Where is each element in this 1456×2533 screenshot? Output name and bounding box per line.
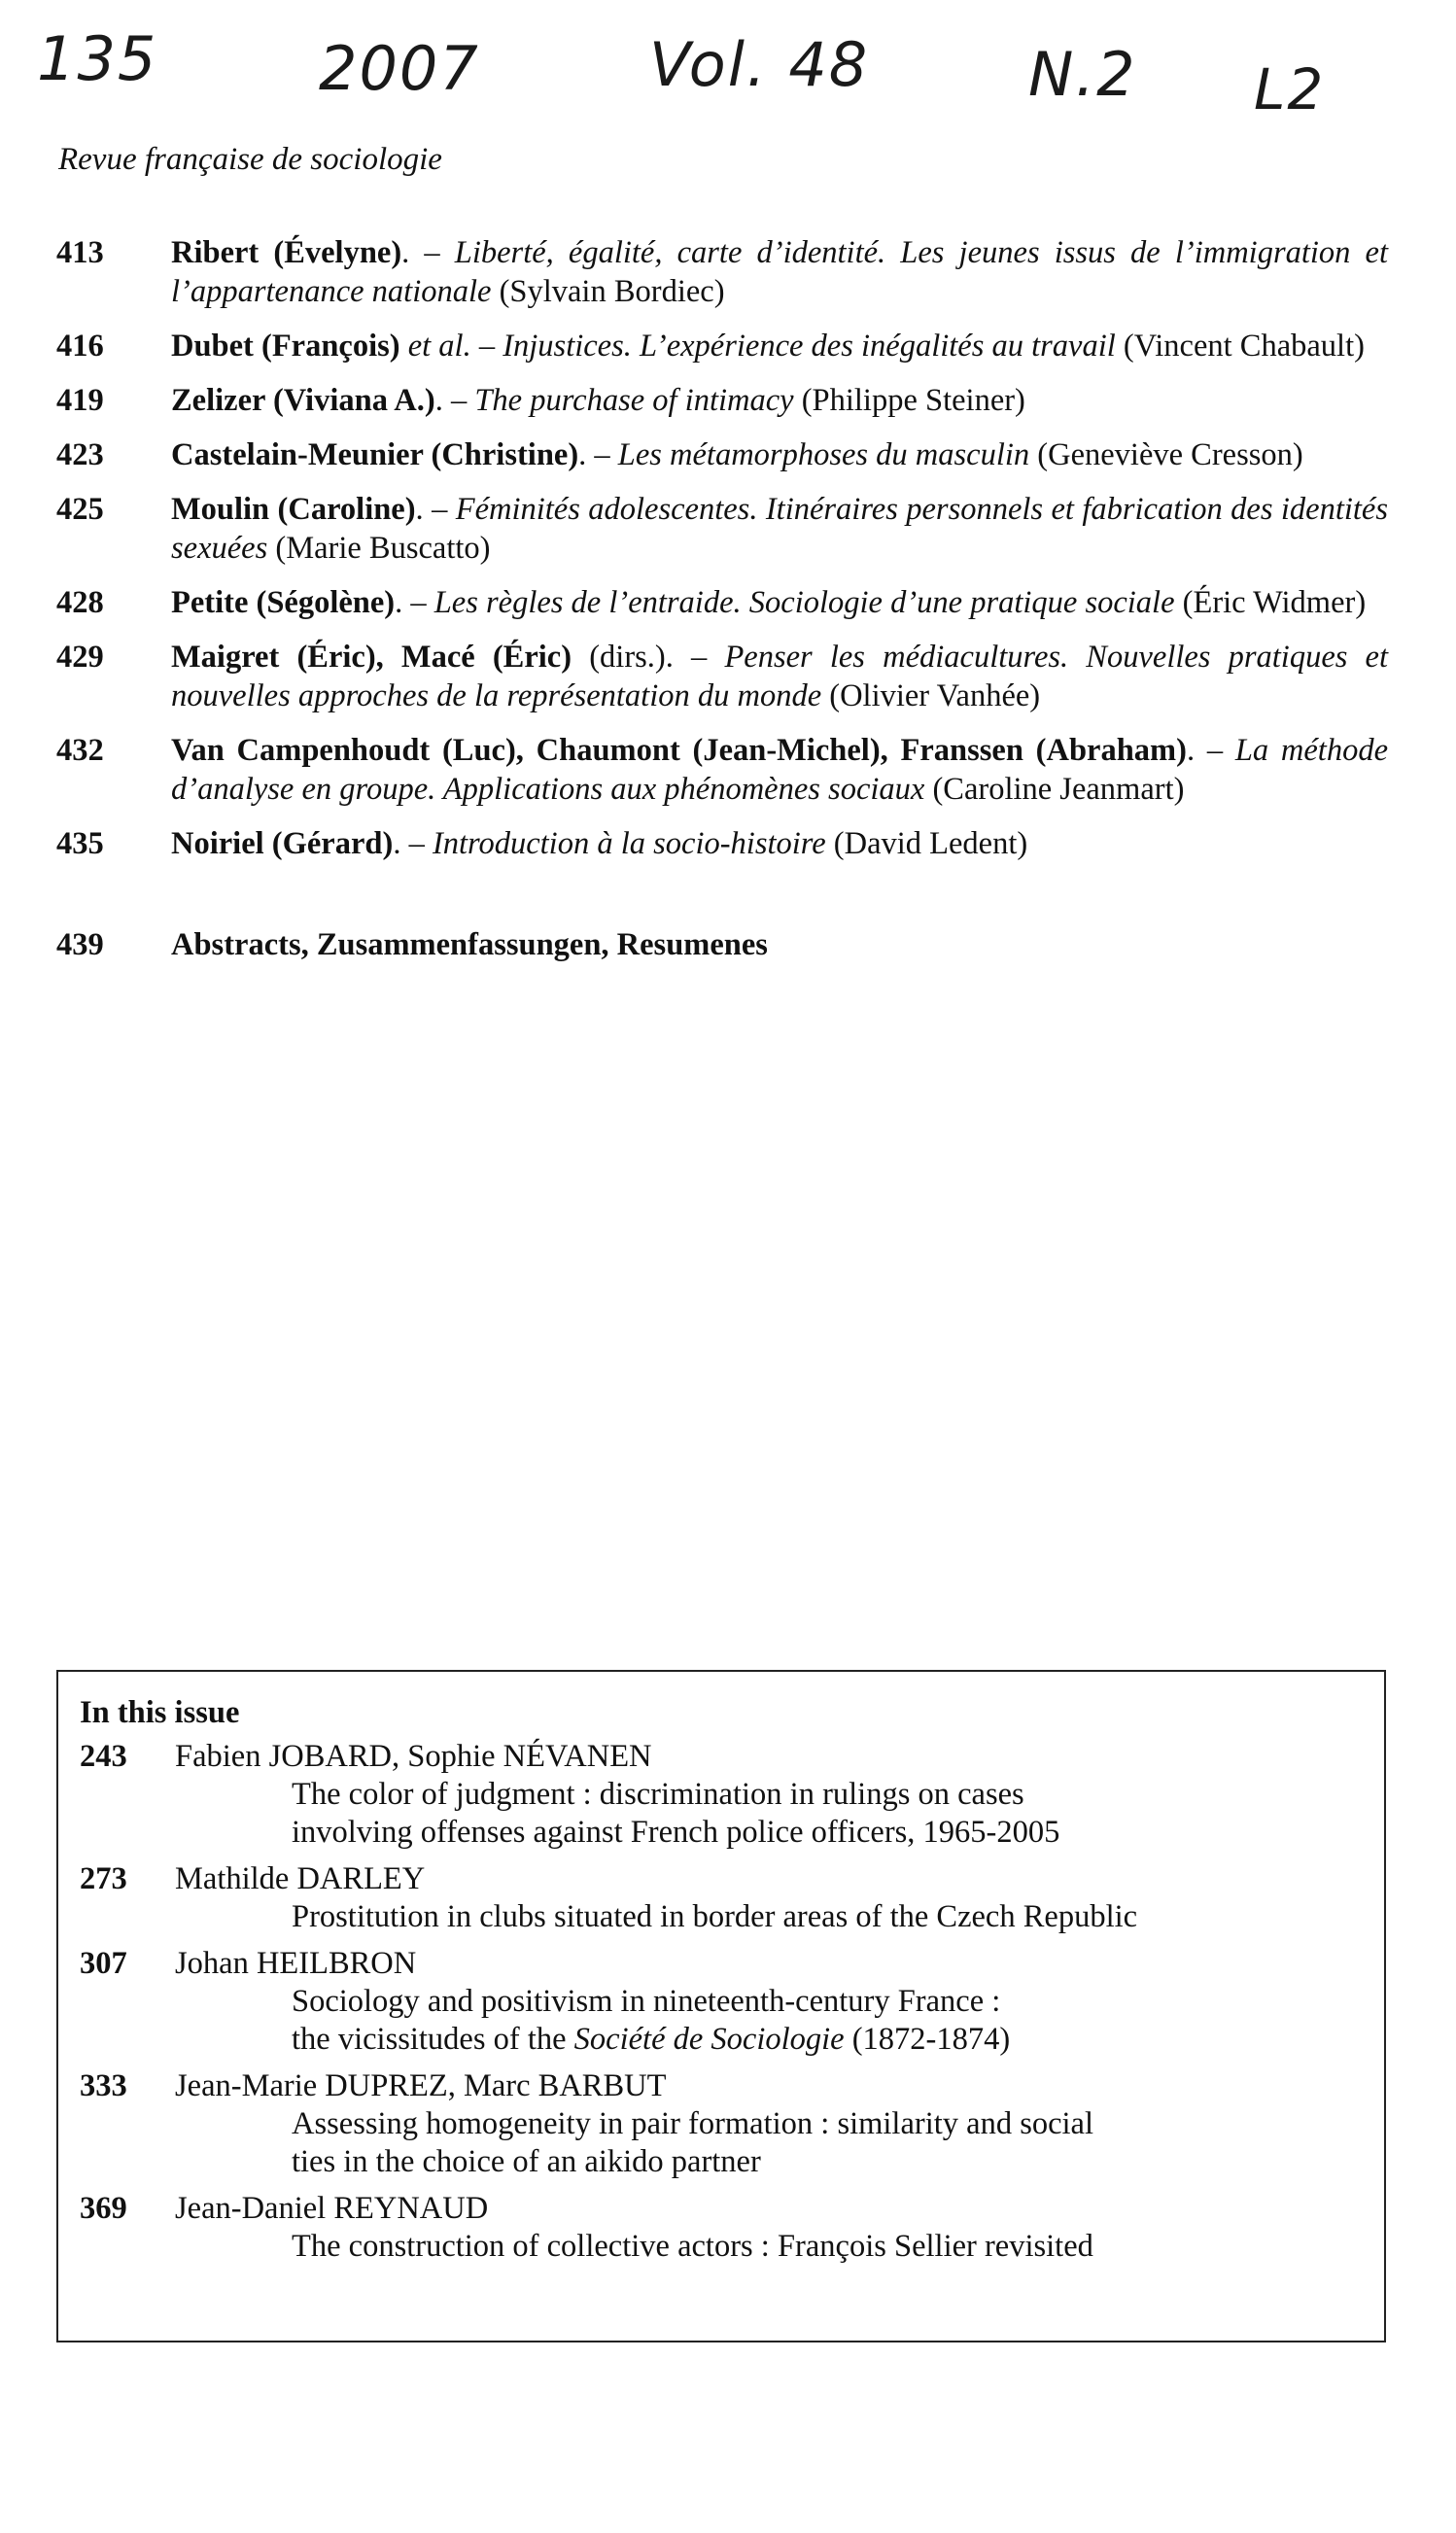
- article-text: [175, 1860, 1363, 1936]
- reviewer: (Éric Widmer): [1174, 585, 1367, 620]
- article-authors: Fabien JOBARD, Sophie NÉVANEN: [175, 1739, 652, 1774]
- review-text: [171, 731, 1388, 809]
- review-text: [171, 583, 1388, 622]
- article-title: Sociology and positivism in nineteenth-century France :: [292, 1984, 1001, 2019]
- separator: –: [470, 329, 503, 364]
- author: Noiriel (Gérard): [171, 826, 394, 861]
- review-entry: [56, 824, 1388, 863]
- page-number: 429: [56, 640, 104, 675]
- article-text: [175, 1945, 1363, 2059]
- author: Ribert (Évelyne): [171, 235, 402, 270]
- article-entry: [80, 2190, 1363, 2266]
- review-text: [171, 381, 1388, 420]
- article-entry: [80, 2067, 1363, 2181]
- page-number: 428: [56, 585, 104, 620]
- separator: . –: [415, 492, 456, 527]
- review-entry: [56, 435, 1388, 474]
- page-number: 416: [56, 329, 104, 364]
- handwritten-year: 2007: [319, 33, 480, 104]
- article-authors: Johan HEILBRON: [175, 1946, 417, 1981]
- article-title-line2: [175, 2021, 1363, 2059]
- review-entry: [56, 583, 1388, 622]
- separator: . –: [395, 585, 434, 620]
- article-entry: [80, 1860, 1363, 1936]
- article-title: Assessing homogeneity in pair formation : similarity and social: [292, 2106, 1094, 2141]
- article-text: [175, 1738, 1363, 1852]
- reviewer: (Marie Buscatto): [267, 531, 491, 566]
- author: Maigret (Éric), Macé (Éric): [171, 640, 572, 675]
- title-part: (1872-1874): [844, 2022, 1011, 2057]
- handwritten-number: 135: [37, 23, 158, 94]
- article-authors: Jean-Daniel REYNAUD: [175, 2191, 489, 2226]
- book-title: The purchase of intimacy: [474, 383, 794, 418]
- et-al: et al.: [399, 329, 471, 364]
- reviewer: (Sylvain Bordiec): [491, 274, 725, 309]
- in-this-issue-box: [56, 1670, 1386, 2342]
- separator: . –: [401, 235, 455, 270]
- reviewer: (Geneviève Cresson): [1029, 437, 1303, 472]
- page-number: 413: [56, 235, 104, 270]
- page-number: 423: [56, 437, 104, 472]
- review-text: [171, 824, 1388, 863]
- book-title: Penser les médiacultures. Nouvelles pratiques et nouvelles approches de la représentation du monde: [171, 640, 1388, 713]
- article-title: The construction of collective actors : François Sellier revisited: [292, 2229, 1093, 2264]
- article-entry: [80, 1738, 1363, 1852]
- reviewer: (Olivier Vanhée): [821, 678, 1041, 713]
- article-text: [175, 2067, 1363, 2181]
- review-text: [171, 435, 1388, 474]
- separator: . –: [393, 826, 433, 861]
- handwritten-issue-number: N.2: [1028, 39, 1137, 110]
- author: Zelizer (Viviana A.): [171, 383, 435, 418]
- article-title: The color of judgment : discrimination in rulings on cases: [292, 1777, 1024, 1812]
- box-heading: In this issue: [80, 1695, 240, 1730]
- book-title: Introduction à la socio-histoire: [432, 826, 826, 861]
- article-title-line2: ties in the choice of an aikido partner: [292, 2144, 761, 2179]
- review-entry: [56, 327, 1388, 365]
- page-number: 333: [80, 2068, 127, 2103]
- separator: . –: [578, 437, 618, 472]
- reviewer: (Vincent Chabault): [1115, 329, 1365, 364]
- separator: . –: [1186, 733, 1235, 768]
- reviewer: (David Ledent): [825, 826, 1028, 861]
- review-text: [171, 233, 1388, 311]
- page-number: 425: [56, 492, 104, 527]
- article-text: [175, 2190, 1363, 2266]
- title-part: the vicissitudes of the: [292, 2022, 574, 2057]
- book-review-list: [56, 233, 1388, 980]
- book-title: Liberté, égalité, carte d’identité. Les jeunes issus de l’immigration et l’appartenance nationale: [171, 235, 1388, 309]
- journal-title: Revue française de sociologie: [58, 142, 442, 177]
- review-entry: [56, 638, 1388, 715]
- review-text: [171, 327, 1388, 365]
- review-entry: [56, 731, 1388, 809]
- abstracts-text: Abstracts, Zusammenfassungen, Resumenes: [171, 927, 768, 962]
- abstracts-entry: [56, 925, 1388, 964]
- separator: . –: [434, 383, 475, 418]
- book-title: Les métamorphoses du masculin: [617, 437, 1030, 472]
- page-number: 369: [80, 2191, 127, 2226]
- page-number: 307: [80, 1946, 127, 1981]
- book-title: Injustices. L’expérience des inégalités au travail: [503, 329, 1116, 364]
- author: Dubet (François): [171, 329, 400, 364]
- review-text: [171, 490, 1388, 568]
- article-authors: Mathilde DARLEY: [175, 1861, 426, 1896]
- page-number: 273: [80, 1861, 127, 1896]
- book-title: Féminités adolescentes. Itinéraires personnels et fabrication des identités sexuées: [171, 492, 1388, 566]
- review-text: [171, 638, 1388, 715]
- author: Petite (Ségolène): [171, 585, 396, 620]
- author: Moulin (Caroline): [171, 492, 416, 527]
- book-title: La méthode d’analyse en groupe. Applications aux phénomènes sociaux: [171, 733, 1388, 807]
- article-entry: [80, 1945, 1363, 2059]
- reviewer: (Philippe Steiner): [793, 383, 1025, 418]
- title-italic: Société de Sociologie: [573, 2022, 845, 2057]
- editor-note: (dirs.).: [572, 640, 674, 675]
- review-entry: [56, 381, 1388, 420]
- handwritten-mark: L2: [1254, 56, 1326, 122]
- article-title-line2: involving offenses against French police officers, 1965-2005: [292, 1815, 1060, 1850]
- handwritten-volume: Vol. 48: [649, 29, 870, 100]
- author: Castelain-Meunier (Christine): [171, 437, 579, 472]
- article-title: Prostitution in clubs situated in border areas of the Czech Republic: [292, 1899, 1138, 1934]
- page-number: 419: [56, 383, 104, 418]
- separator: –: [673, 640, 725, 675]
- review-entry: [56, 490, 1388, 568]
- review-entry: [56, 233, 1388, 311]
- abstracts-label: [171, 925, 1388, 964]
- reviewer: (Caroline Jeanmart): [924, 772, 1185, 807]
- page-number: 432: [56, 733, 104, 768]
- page-number: 243: [80, 1739, 127, 1774]
- article-authors: Jean-Marie DUPREZ, Marc BARBUT: [175, 2068, 667, 2103]
- page-number: 439: [56, 927, 104, 962]
- author: Van Campenhoudt (Luc), Chaumont (Jean-Michel), Franssen (Abraham): [171, 733, 1187, 768]
- page-number: 435: [56, 826, 104, 861]
- book-title: Les règles de l’entraide. Sociologie d’une pratique sociale: [433, 585, 1175, 620]
